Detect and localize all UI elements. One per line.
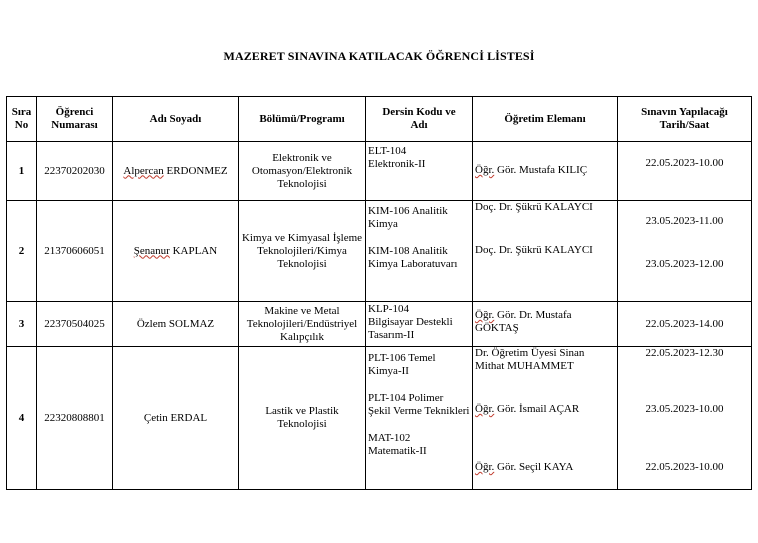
table-row — [7, 142, 752, 201]
col-header-adi-soyadi: Adı Soyadı — [113, 97, 239, 142]
row-no: 3 — [7, 302, 37, 347]
exam-datetime: 22.05.2023-10.00 — [618, 142, 752, 201]
course-cell: ELT-104 Elektronik-II — [366, 142, 473, 201]
student-number: 21370606051 — [37, 201, 113, 302]
col-header-ogretim-elemani: Öğretim Elemanı — [473, 97, 618, 142]
student-program: Kimya ve Kimyasal İşleme Teknolojileri/Kimya Teknolojisi — [239, 201, 366, 302]
col-header-ogrenci-no: Öğrenci Numarası — [37, 97, 113, 142]
col-header-tarih: Sınavın Yapılacağı Tarih/Saat — [618, 97, 752, 142]
student-name: Şenanur KAPLAN — [113, 201, 239, 302]
col-header-bolum: Bölümü/Programı — [239, 97, 366, 142]
table-row — [7, 347, 752, 490]
student-number: 22370202030 — [37, 142, 113, 201]
student-program: Makine ve Metal Teknolojileri/Endüstriyel Kalıpçılık — [239, 302, 366, 347]
instructor-cell: Öğr. Gör. Dr. Mustafa GÖKTAŞ — [473, 302, 618, 347]
header-row — [7, 97, 752, 142]
row-no: 1 — [7, 142, 37, 201]
table-row — [7, 201, 752, 302]
student-number: 22320808801 — [37, 347, 113, 490]
student-list-table — [6, 96, 752, 490]
exam-datetime: 22.05.2023-12.30 23.05.2023-10.00 22.05.2023-10.00 — [618, 347, 752, 490]
instructor-cell: Öğr. Gör. Mustafa KILIÇ — [473, 142, 618, 201]
student-program: Lastik ve Plastik Teknolojisi — [239, 347, 366, 490]
table-row — [7, 302, 752, 347]
student-name: Alpercan ERDONMEZ — [113, 142, 239, 201]
exam-datetime: 23.05.2023-11.00 23.05.2023-12.00 — [618, 201, 752, 302]
instructor-cell: Dr. Öğretim Üyesi Sinan Mithat MUHAMMET Öğr. Gör. İsmail AÇAR Öğr. Gör. Seçil KAYA — [473, 347, 618, 490]
instructor-cell: Doç. Dr. Şükrü KALAYCI Doç. Dr. Şükrü KALAYCI — [473, 201, 618, 302]
course-cell: KLP-104 Bilgisayar Destekli Tasarım-II — [366, 302, 473, 347]
row-no: 4 — [7, 347, 37, 490]
row-no: 2 — [7, 201, 37, 302]
student-name: Çetin ERDAL — [113, 347, 239, 490]
col-header-sira: Sıra No — [7, 97, 37, 142]
page-title: MAZERET SINAVINA KATILACAK ÖĞRENCİ LİSTESİ — [223, 49, 535, 63]
student-program: Elektronik ve Otomasyon/Elektronik Teknolojisi — [239, 142, 366, 201]
exam-datetime: 22.05.2023-14.00 — [618, 302, 752, 347]
student-number: 22370504025 — [37, 302, 113, 347]
course-cell: PLT-106 Temel Kimya-II PLT-104 Polimer Şekil Verme Teknikleri MAT-102 Matematik-II — [366, 347, 473, 490]
student-name: Özlem SOLMAZ — [113, 302, 239, 347]
course-cell: KIM-106 Analitik Kimya KIM-108 Analitik Kimya Laboratuvarı — [366, 201, 473, 302]
col-header-ders: Dersin Kodu ve Adı — [366, 97, 473, 142]
